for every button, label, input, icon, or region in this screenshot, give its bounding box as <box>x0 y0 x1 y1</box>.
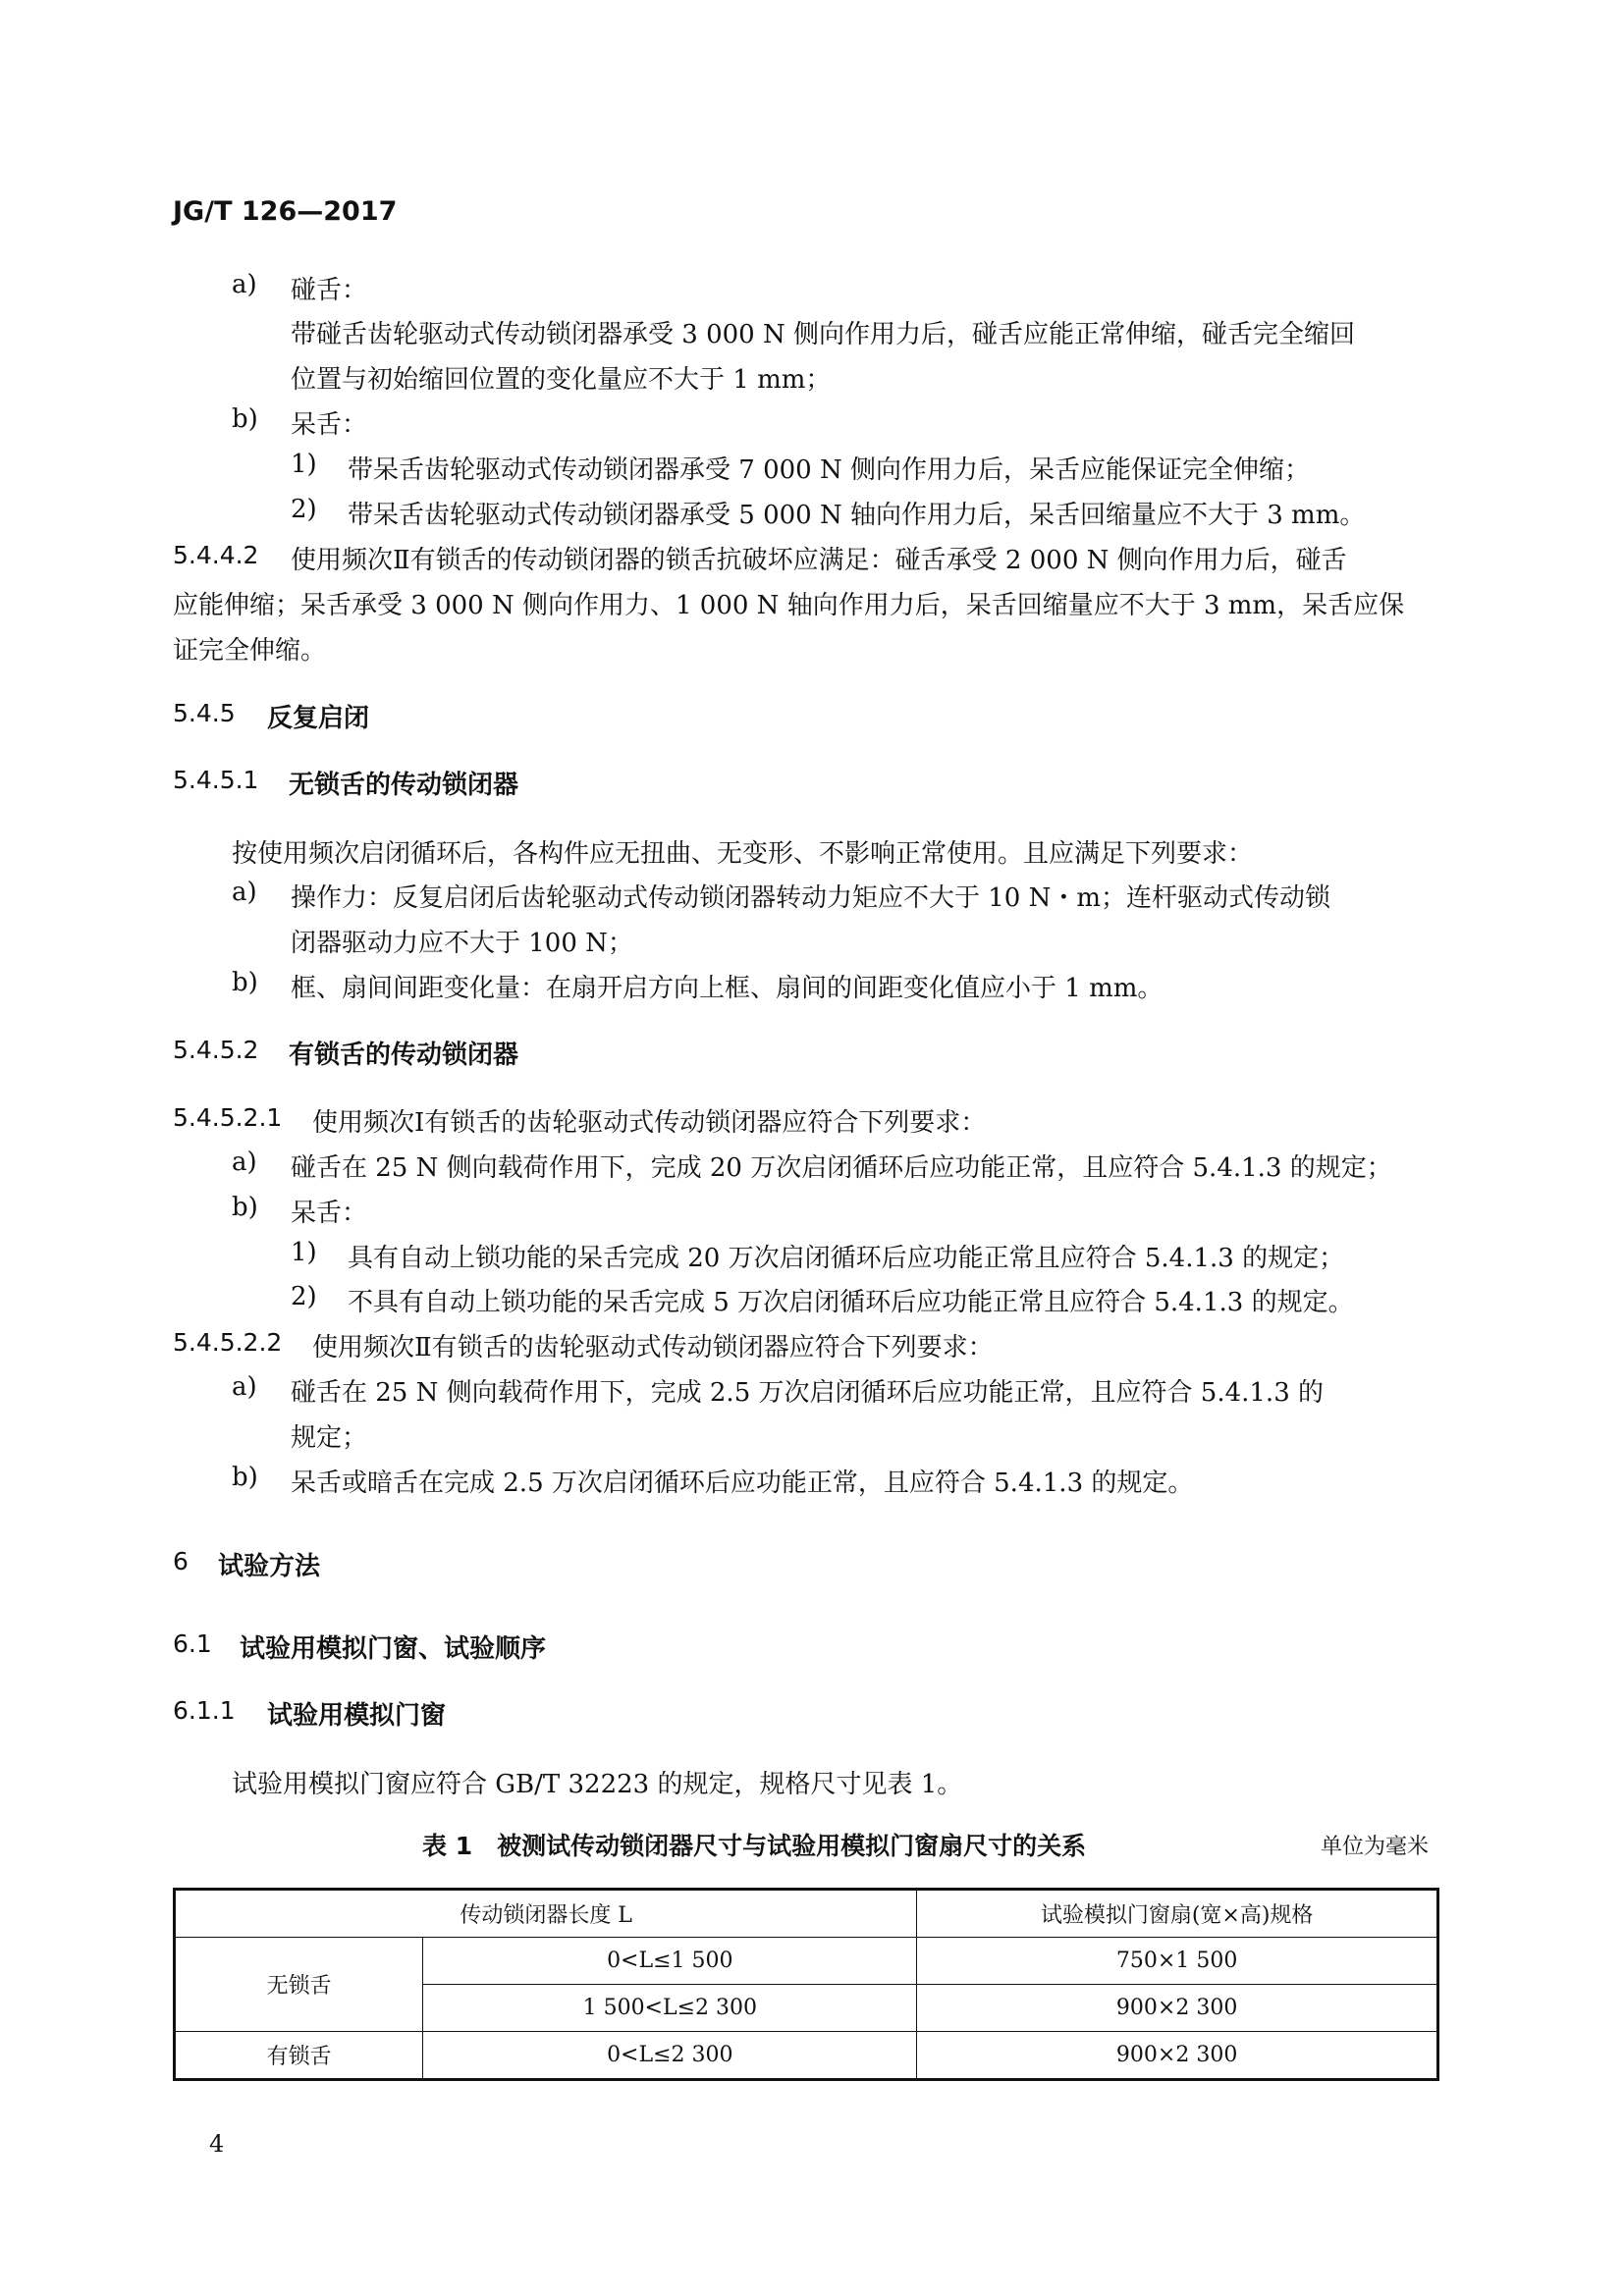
list-item-title: 呆舌： <box>291 1199 368 1228</box>
table-group-cell: 有锁舌 <box>175 2032 423 2080</box>
table-cell: 0<L≤2 300 <box>423 2032 917 2080</box>
list-item-marker: a) <box>232 1148 257 1177</box>
sublist-item-marker: 2) <box>291 1282 317 1311</box>
paragraph-line: 证完全伸缩。 <box>173 636 327 666</box>
table-row <box>175 1938 1438 1985</box>
table-group-cell: 无锁舌 <box>175 1938 423 2032</box>
table-cell: 750×1 500 <box>917 1938 1438 1985</box>
sublist-item-text: 带呆舌齿轮驱动式传动锁闭器承受 5 000 N 轴向作用力后，呆舌回缩量应不大于 3 mm。 <box>348 501 1366 530</box>
list-item-marker: a) <box>232 270 257 299</box>
sublist-item-text: 带呆舌齿轮驱动式传动锁闭器承受 7 000 N 侧向作用力后，呆舌应能保证完全伸缩； <box>348 455 1310 485</box>
paragraph-line: 应能伸缩；呆舌承受 3 000 N 侧向作用力、1 000 N 轴向作用力后，呆舌回缩量应不大于 3 mm，呆舌应保 <box>173 591 1405 620</box>
table-header-cell: 传动锁闭器长度 L <box>175 1890 917 1938</box>
section-number: 5.4.5 <box>173 699 236 727</box>
section-number: 6.1 <box>173 1629 212 1658</box>
table-unit-note: 单位为毫米 <box>1321 1835 1430 1859</box>
list-item-title: 碰舌： <box>291 276 368 305</box>
list-item-marker: b) <box>232 404 258 434</box>
section-number: 6.1.1 <box>173 1696 236 1725</box>
list-item-marker: b) <box>232 968 258 997</box>
paragraph-line: 按使用频次启闭循环后，各构件应无扭曲、无变形、不影响正常使用。且应满足下列要求： <box>232 839 1254 869</box>
paragraph-line: 使用频次Ⅱ有锁舌的齿轮驱动式传动锁闭器应符合下列要求： <box>312 1333 994 1362</box>
clause-number: 5.4.4.2 <box>173 541 259 569</box>
list-item-title: 呆舌： <box>291 410 368 440</box>
clause-number: 5.4.5.2.2 <box>173 1328 283 1357</box>
table-cell: 900×2 300 <box>917 1985 1438 2032</box>
paragraph-line: 闭器驱动力应不大于 100 N； <box>291 929 633 958</box>
data-table <box>173 1888 1439 2081</box>
table-cell: 0<L≤1 500 <box>423 1938 917 1985</box>
sublist-item-marker: 1) <box>291 450 317 479</box>
sublist-item-text: 不具有自动上锁功能的呆舌完成 5 万次启闭循环后应功能正常且应符合 5.4.1.3 的规定。 <box>348 1288 1354 1317</box>
paragraph-line: 试验用模拟门窗应符合 GB/T 32223 的规定，规格尺寸见表 1。 <box>232 1770 963 1799</box>
paragraph-line: 使用频次Ⅱ有锁舌的传动锁闭器的锁舌抗破坏应满足：碰舌承受 2 000 N 侧向作用力后，碰舌 <box>291 546 1347 575</box>
paragraph-line: 使用频次Ⅰ有锁舌的齿轮驱动式传动锁闭器应符合下列要求： <box>312 1108 987 1138</box>
paragraph-line: 框、扇间间距变化量：在扇开启方向上框、扇间的间距变化值应小于 1 mm。 <box>291 974 1164 1003</box>
section-title: 有锁舌的传动锁闭器 <box>289 1041 519 1070</box>
document-code: JG/T 126—2017 <box>173 196 398 227</box>
section-title: 无锁舌的传动锁闭器 <box>289 771 519 800</box>
table-header-cell: 试验模拟门窗扇(宽×高)规格 <box>917 1890 1438 1938</box>
table-row <box>175 2032 1438 2080</box>
list-item-marker: a) <box>232 878 257 907</box>
section-title: 试验用模拟门窗 <box>267 1701 447 1731</box>
paragraph-line: 操作力：反复启闭后齿轮驱动式传动锁闭器转动力矩应不大于 10 N・m；连杆驱动式传动锁 <box>291 883 1331 913</box>
sublist-item-marker: 1) <box>291 1238 317 1267</box>
table-cell: 900×2 300 <box>917 2032 1438 2080</box>
sublist-item-marker: 2) <box>291 495 317 524</box>
chapter-number: 6 <box>173 1547 189 1575</box>
list-item-marker: b) <box>232 1193 258 1222</box>
paragraph-line: 规定； <box>291 1423 368 1453</box>
section-title: 反复启闭 <box>267 704 370 733</box>
paragraph-line: 呆舌或暗舌在完成 2.5 万次启闭循环后应功能正常，且应符合 5.4.1.3 的规定。 <box>291 1468 1194 1498</box>
list-item-marker: a) <box>232 1372 257 1402</box>
page-number: 4 <box>209 2130 225 2158</box>
clause-number: 5.4.5.2.1 <box>173 1103 283 1132</box>
chapter-title: 试验方法 <box>218 1552 321 1581</box>
list-item-marker: b) <box>232 1463 258 1492</box>
section-number: 5.4.5.1 <box>173 766 259 794</box>
paragraph-line: 带碰舌齿轮驱动式传动锁闭器承受 3 000 N 侧向作用力后，碰舌应能正常伸缩，碰舌完全缩回 <box>291 320 1355 349</box>
paragraph-line: 位置与初始缩回位置的变化量应不大于 1 mm； <box>291 365 832 395</box>
section-number: 5.4.5.2 <box>173 1036 259 1064</box>
sublist-item-text: 具有自动上锁功能的呆舌完成 20 万次启闭循环后应功能正常且应符合 5.4.1.3 的规定； <box>348 1244 1345 1273</box>
table-cell: 1 500<L≤2 300 <box>423 1985 917 2032</box>
section-title: 试验用模拟门窗、试验顺序 <box>240 1634 547 1664</box>
table-caption: 表 1 被测试传动锁闭器尺寸与试验用模拟门窗扇尺寸的关系 <box>422 1832 1087 1860</box>
paragraph-line: 碰舌在 25 N 侧向载荷作用下，完成 20 万次启闭循环后应功能正常，且应符合 5.4.1.3 的规定； <box>291 1153 1392 1183</box>
table-header-row <box>175 1890 1438 1938</box>
paragraph-line: 碰舌在 25 N 侧向载荷作用下，完成 2.5 万次启闭循环后应功能正常，且应符合 5.4.1.3 的 <box>291 1378 1324 1408</box>
